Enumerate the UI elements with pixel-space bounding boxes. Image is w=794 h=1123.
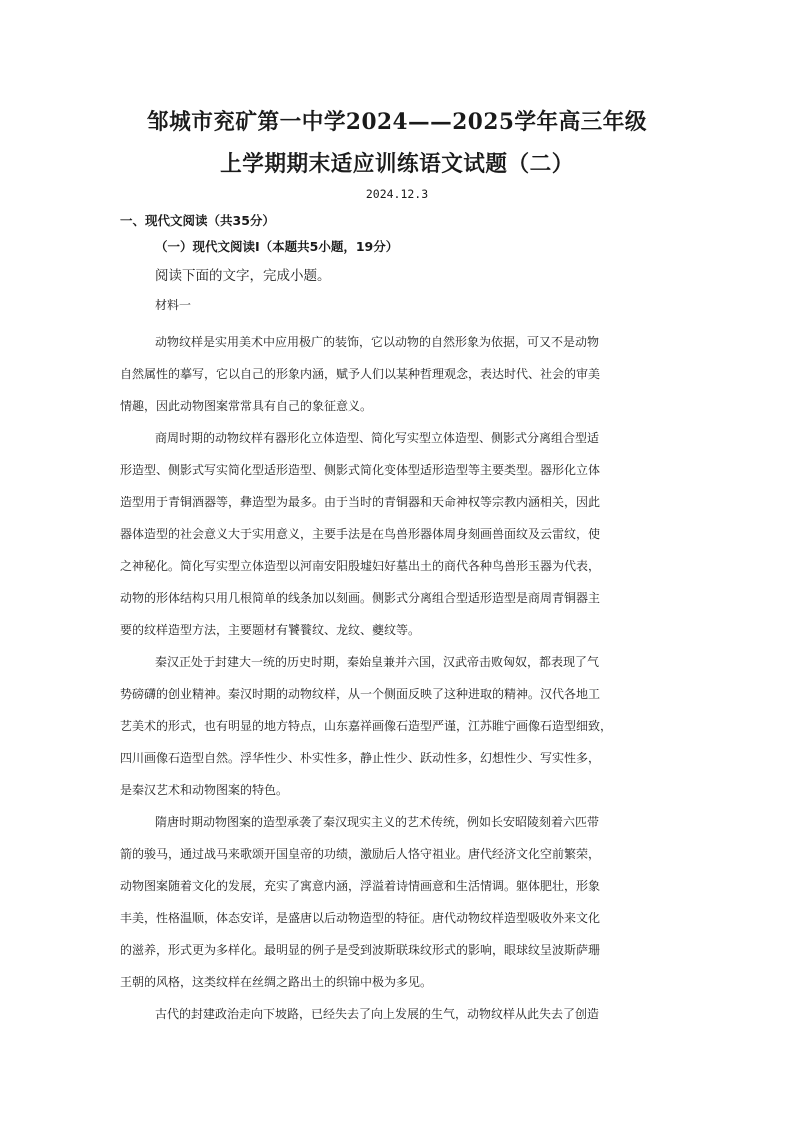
exam-title-line-1: 邹城市兖矿第一中学2024——2025学年高三年级 [146, 109, 648, 135]
body-line: 动物纹样是实用美术中应用极广的装饰，它以动物的自然形象为依据，可又不是动物 [155, 335, 600, 349]
body-line: 动物图案随着文化的发展，充实了寓意内涵，浮溢着诗情画意和生活情调。躯体肥壮，形象 [120, 879, 601, 893]
body-line: 动物的形体结构只用几根简单的线条加以刻画。侧影式分离组合型适形造型是商周青铜器主 [120, 591, 601, 605]
body-line: 造型用于青铜酒器等，彝造型为最多。由于当时的青铜器和天命神权等宗教内涵相关，因此 [120, 495, 601, 509]
body-line: 器体造型的社会意义大于实用意义，主要手法是在鸟兽形器体周身刻画兽面纹及云雷纹，使 [120, 527, 601, 541]
subsection-heading: （一）现代文阅读Ⅰ（本题共5小题，19分） [155, 239, 399, 254]
material-label: 材料一 [155, 298, 192, 312]
body-line: 秦汉正处于封建大一统的历史时期，秦始皇兼并六国，汉武帝击败匈奴，都表现了气 [155, 655, 600, 669]
body-line: 的滋养，形式更为多样化。最明显的例子是受到波斯联珠纹形式的影响，眼球纹呈波斯萨珊 [120, 943, 601, 957]
body-line: 情趣，因此动物图案常常具有自己的象征意义。 [120, 399, 373, 413]
body-line: 箭的骏马，通过战马来歌颂开国皇帝的功绩，激励后人恪守祖业。唐代经济文化空前繁荣， [120, 847, 601, 861]
body-line: 丰美，性格温顺，体态安详，是盛唐以后动物造型的特征。唐代动物纹样造型吸收外来文化 [120, 911, 601, 925]
body-line: 要的纹样造型方法，主要题材有饕餮纹、龙纹、夔纹等。 [120, 623, 421, 637]
body-line: 王朝的风格，这类纹样在丝绸之路出土的织锦中极为多见。 [120, 975, 433, 989]
reading-instruction: 阅读下面的文字，完成小题。 [155, 268, 331, 284]
body-line: 势磅礴的创业精神。秦汉时期的动物纹样，从一个侧面反映了这种进取的精神。汉代各地工 [120, 687, 601, 701]
body-line: 形造型、侧影式写实简化型适形造型、侧影式简化变体型适形造型等主要类型。器形化立体 [120, 463, 601, 477]
section-heading: 一、现代文阅读（共35分） [120, 213, 275, 228]
exam-date: 2024.12.3 [365, 187, 429, 201]
body-line: 商周时期的动物纹样有器形化立体造型、简化写实型立体造型、侧影式分离组合型适 [155, 431, 600, 445]
body-line: 隋唐时期动物图案的造型承袭了秦汉现实主义的艺术传统，例如长安昭陵刻着六匹带 [155, 815, 600, 829]
exam-title-line-2: 上学期期末适应训练语文试题（二） [220, 151, 574, 177]
body-line: 艺美术的形式，也有明显的地方特点，山东嘉祥画像石造型严谨，江苏睢宁画像石造型细致， [120, 719, 613, 733]
body-line: 之神秘化。简化写实型立体造型以河南安阳殷墟妇好墓出土的商代各种鸟兽形玉器为代表， [120, 559, 601, 573]
body-line: 古代的封建政治走向下坡路，已经失去了向上发展的生气，动物纹样从此失去了创造 [155, 1007, 600, 1021]
body-line: 四川画像石造型自然。浮华性少、朴实性多，静止性少、跃动性多，幻想性少、写实性多， [120, 751, 601, 765]
body-line: 是秦汉艺术和动物图案的特色。 [120, 783, 289, 797]
body-line: 自然属性的摹写，它以自己的形象内涵，赋予人们以某种哲理观念，表达时代、社会的审美 [120, 367, 601, 381]
